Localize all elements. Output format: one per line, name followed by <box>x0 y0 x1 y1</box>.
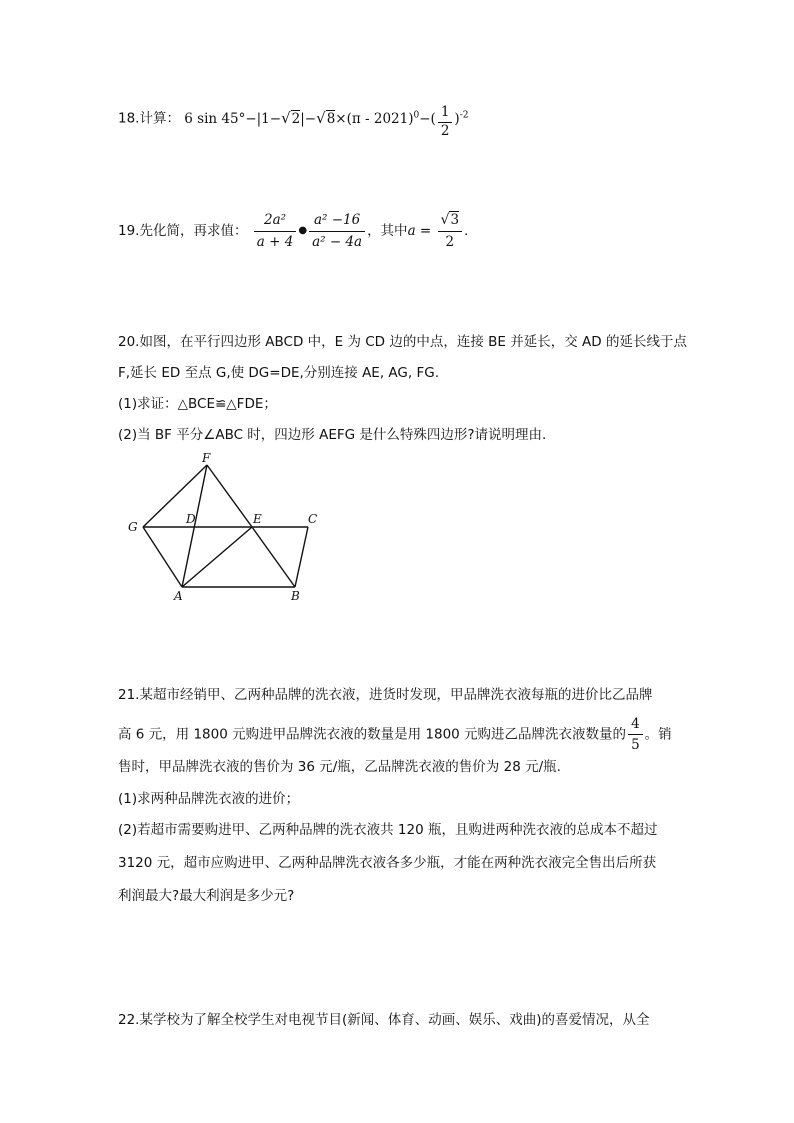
q18-label: 18.计算： <box>118 110 180 127</box>
q19-line <box>118 212 468 250</box>
q18-expression: 6 sin 45°−|1−√2|−√8×(π - 2021)$^0$−( $\frac{1}{2}$ )$^{-2}$ <box>184 104 469 139</box>
q18-exp-neg2: -2 <box>459 110 469 120</box>
label-f: F <box>202 451 211 465</box>
q21-part2-line2: 3120 元，超市应购进甲、乙两种品牌洗衣液各多少瓶，才能在两种洗衣液完全售出后所获 <box>118 855 657 871</box>
segment-fe <box>207 465 252 527</box>
q18-line <box>118 106 468 138</box>
label-a: A <box>174 589 183 603</box>
q19-dot: ● <box>298 225 308 236</box>
q19-where: ，其中 <box>367 222 408 239</box>
q21-fraction <box>628 716 643 753</box>
q19-value-num: 3 <box>450 212 460 228</box>
q19-eq: = <box>415 222 436 239</box>
q18-expr-part: |− <box>300 110 317 127</box>
q21-line1: 21.某超市经销甲、乙两种品牌的洗衣液，进货时发现，甲品牌洗衣液每瓶的进价比乙品牌 <box>118 687 653 703</box>
q19-var: a <box>407 222 416 239</box>
q21-part1: (1)求两种品牌洗衣液的进价； <box>118 791 300 807</box>
q21-part2-line1: (2)若超市需要购进甲、乙两种品牌的洗衣液共 120 瓶，且购进两种洗衣液的总成本不超过 <box>118 822 658 838</box>
q19-value-den: 2 <box>445 233 455 250</box>
q19-frac2 <box>309 212 365 249</box>
q18-sqrt8: 8 <box>326 110 336 127</box>
q21-line2 <box>118 716 672 753</box>
q19-label: 19.先化简，再求值： <box>118 222 248 239</box>
q21-line2-end: 。销 <box>644 726 672 743</box>
segment-gf <box>143 465 207 527</box>
q18-expr-part: 6 sin 45°−|1− <box>184 110 282 127</box>
q21-frac-num: 4 <box>628 716 643 735</box>
q18-expr-part: ×(π - 2021) <box>335 110 414 127</box>
q21-line3: 售时，甲品牌洗衣液的售价为 36 元/瓶，乙品牌洗衣液的售价为 28 元/瓶. <box>118 759 561 775</box>
label-d: D <box>186 512 196 526</box>
label-e: E <box>253 512 262 526</box>
q20-part1: (1)求证：△BCE≌△FDE； <box>118 396 277 412</box>
q19-frac1-den: a + 4 <box>256 233 294 250</box>
q20-line2: F,延长 ED 至点 G,使 DG=DE,分别连接 AE, AG, FG. <box>118 365 439 381</box>
segment-eb <box>252 527 295 587</box>
q18-sqrt2: 2 <box>291 110 301 127</box>
q22-line1: 22.某学校为了解全校学生对电视节目(新闻、体育、动画、娱乐、戏曲)的喜爱情况，从全 <box>118 1012 650 1028</box>
label-g: G <box>128 520 138 534</box>
q19-end: . <box>464 222 469 239</box>
segment-ga <box>143 527 182 587</box>
q18-expr-part: ) <box>454 110 460 127</box>
q19-frac1-num: 2a² <box>254 212 297 231</box>
q19-frac2-num: a² −16 <box>309 212 365 231</box>
q21-line2-text: 高 6 元，用 1800 元购进甲品牌洗衣液的数量是用 1800 元购进乙品牌洗衣液数量的 <box>118 726 627 743</box>
label-c: C <box>308 512 318 526</box>
label-b: B <box>291 589 300 603</box>
q18-expr-part: −( <box>419 110 436 127</box>
q20-line1: 20.如图，在平行四边形 ABCD 中，E 为 CD 边的中点，连接 BE 并延长，交 AD 的延长线于点 <box>118 334 687 350</box>
q18-frac-den: 2 <box>440 122 450 139</box>
q19-value: $\frac{√3}{2}$ <box>438 212 463 250</box>
q18-exp0: 0 <box>413 110 420 120</box>
q20-figure <box>120 450 330 605</box>
q19-frac1 <box>254 212 297 249</box>
segment-cb <box>295 527 308 587</box>
q21-part2-line3: 利润最大?最大利润是多少元? <box>118 888 295 904</box>
q18-frac-num: 1 <box>438 106 453 123</box>
q19-frac2-den: a² − 4a <box>312 233 363 250</box>
q21-frac-den: 5 <box>631 737 640 754</box>
q20-part2: (2)当 BF 平分∠ABC 时，四边形 AEFG 是什么特殊四边形?请说明理由. <box>118 427 547 443</box>
